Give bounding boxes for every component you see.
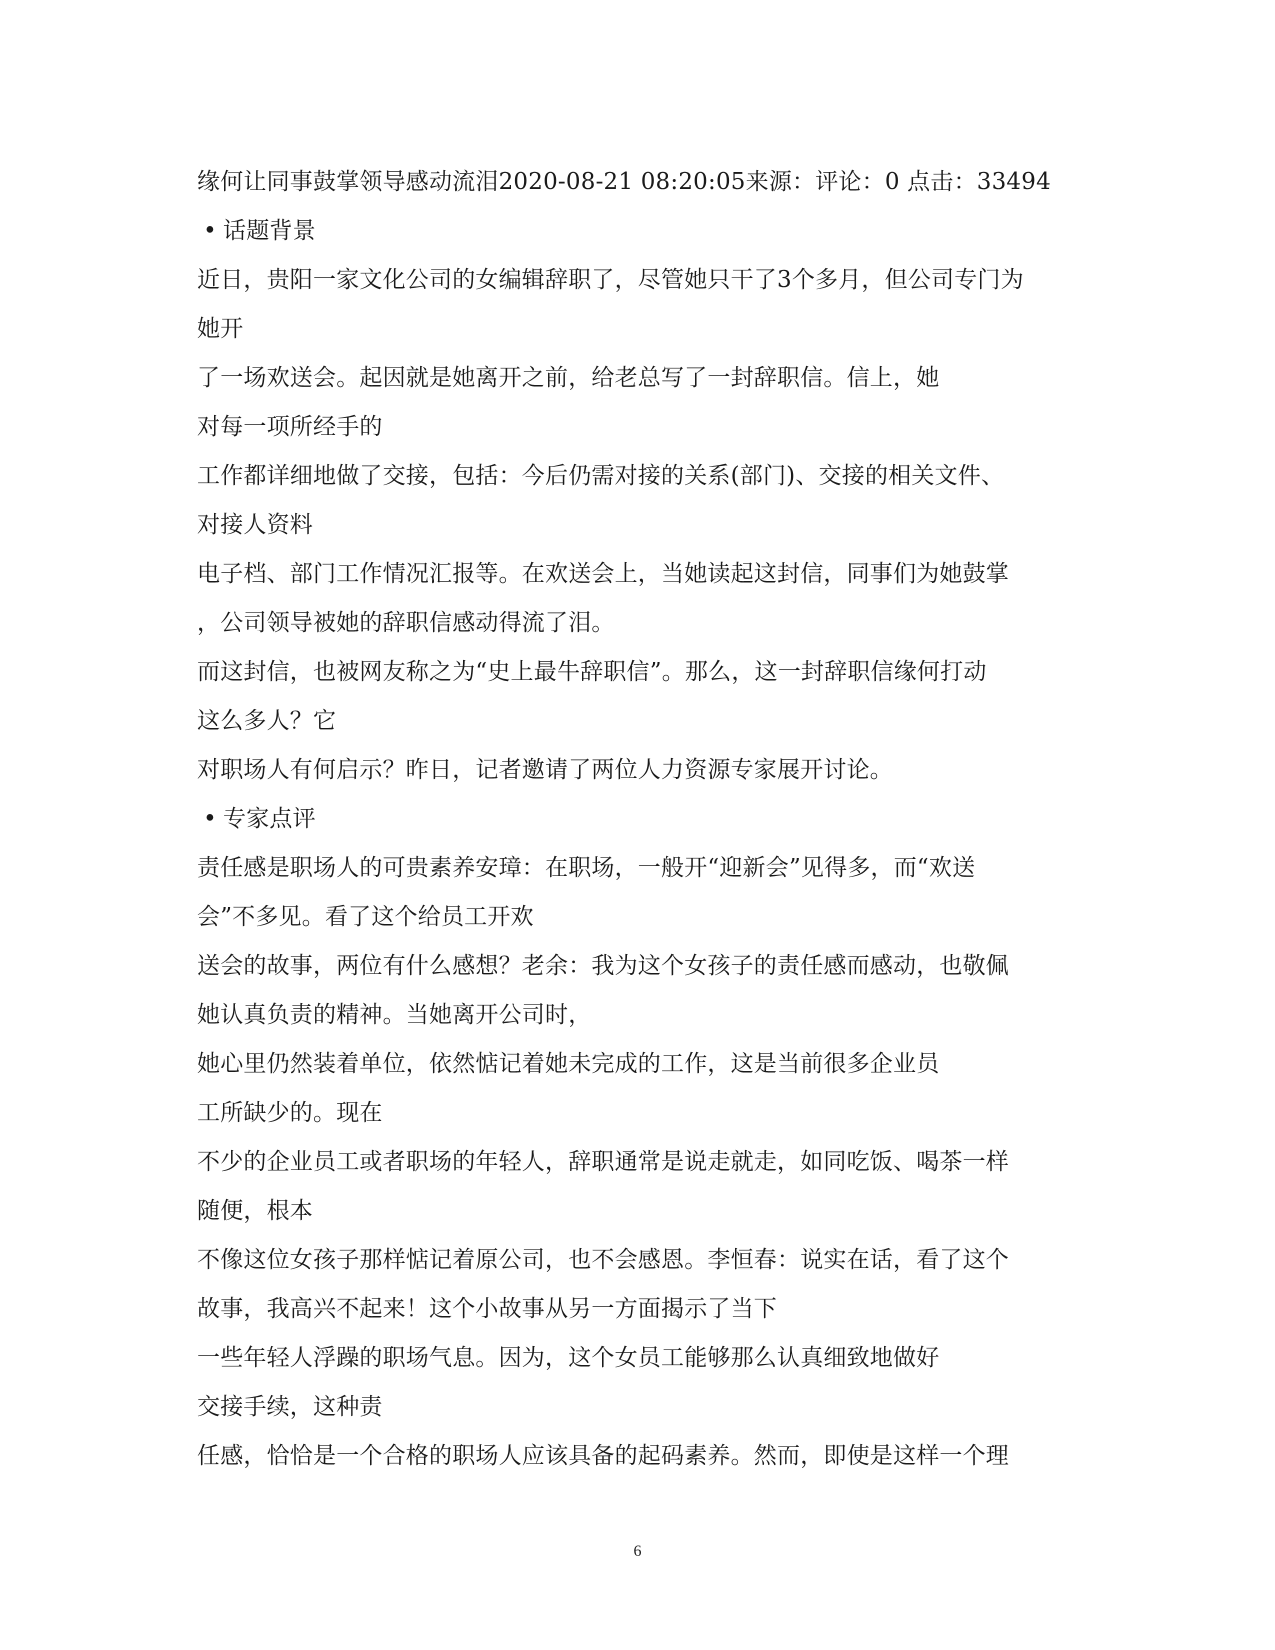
text-line: 工所缺少的。现在: [197, 1100, 383, 1126]
text-line: 电子档、部门工作情况汇报等。在欢送会上，当她读起这封信，同事们为她鼓掌: [197, 561, 1009, 587]
text-line: 送会的故事，两位有什么感想？老余：我为这个女孩子的责任感而感动，也敬佩: [197, 953, 1009, 979]
text-line: 了一场欢送会。起因就是她离开之前，给老总写了一封辞职信。信上，她: [197, 365, 940, 391]
text-line: 对职场人有何启示？昨日，记者邀请了两位人力资源专家展开讨论。: [197, 757, 893, 783]
text-line: 近日，贵阳一家文化公司的女编辑辞职了，尽管她只干了3个多月，但公司专门为: [197, 267, 1024, 293]
text-line: 这么多人？它: [197, 708, 337, 734]
section-heading-expert-review: [197, 795, 1097, 844]
text-line: 交接手续，这种责: [197, 1394, 383, 1420]
text-line: 不少的企业员工或者职场的年轻人，辞职通常是说走就走，如同吃饭、喝茶一样: [197, 1149, 1009, 1175]
text-line: 对接人资料: [197, 512, 313, 538]
text-line: 责任感是职场人的可贵素养安璋：在职场，一般开“迎新会”见得多，而“欢送: [197, 855, 976, 881]
text-line: 会”不多见。看了这个给员工开欢: [197, 904, 534, 930]
text-line: 对每一项所经手的: [197, 414, 383, 440]
section-heading-label: 专家点评: [223, 806, 316, 832]
text-line: 故事，我高兴不起来！这个小故事从另一方面揭示了当下: [197, 1296, 777, 1322]
bullet-icon: •: [203, 218, 217, 244]
text-line: 她心里仍然装着单位，依然惦记着她未完成的工作，这是当前很多企业员: [197, 1051, 940, 1077]
text-line: 一些年轻人浮躁的职场气息。因为，这个女员工能够那么认真细致地做好: [197, 1345, 940, 1371]
text-line: 而这封信，也被网友称之为“史上最牛辞职信”。那么，这一封辞职信缘何打动: [197, 659, 987, 685]
bullet-icon: •: [203, 806, 217, 832]
text-line: 她认真负责的精神。当她离开公司时，: [197, 1002, 592, 1028]
text-line: 她开: [197, 316, 244, 342]
text-line: 工作都详细地做了交接，包括：今后仍需对接的关系(部门)、交接的相关文件、: [197, 463, 1005, 489]
text-line: 任感，恰恰是一个合格的职场人应该具备的起码素养。然而，即使是这样一个理: [197, 1443, 1009, 1469]
article-header-line: 缘何让同事鼓掌领导感动流泪2020-08-21 08:20:05来源：评论：0 点击：33494: [197, 169, 1051, 195]
section-heading-label: 话题背景: [223, 218, 316, 244]
document-body: [197, 158, 1097, 1481]
text-line: ，公司领导被她的辞职信感动得流了泪。: [197, 610, 615, 636]
page-number: 6: [633, 1543, 642, 1560]
text-line: 随便，根本: [197, 1198, 313, 1224]
text-line: 不像这位女孩子那样惦记着原公司，也不会感恩。李恒春：说实在话，看了这个: [197, 1247, 1009, 1273]
section-heading-background: [197, 207, 1097, 256]
